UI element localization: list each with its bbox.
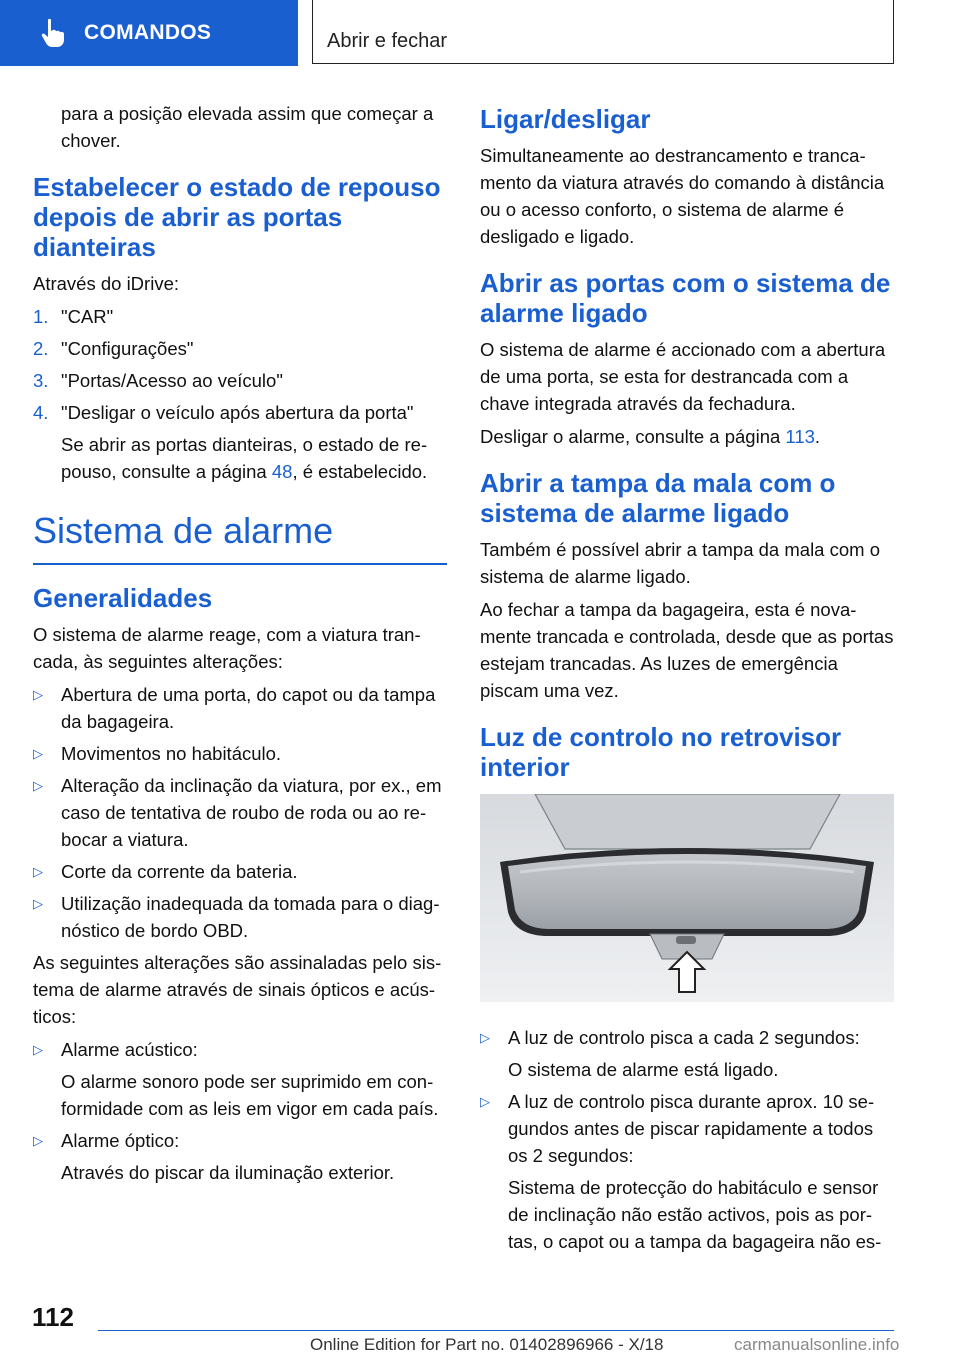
list-item: [33, 367, 447, 394]
paragraph-text: Desligar o alarme, consulte a página: [480, 426, 786, 447]
paragraph: Também é possível abrir a tampa da mala com o sistema de alarme ligado.: [480, 539, 880, 587]
page-link-48[interactable]: 48: [271, 461, 293, 482]
bullet-text: Alarme acústico:: [61, 1039, 198, 1060]
hand-pointer-icon: [40, 18, 66, 48]
triangle-right-icon: ▷: [33, 896, 43, 911]
list-item: [33, 740, 447, 767]
list-item: [33, 858, 447, 885]
section-tab: [0, 0, 298, 66]
triangle-right-icon: ▷: [33, 1133, 43, 1148]
bullet-text: Corte da corrente da bateria.: [61, 861, 298, 882]
paragraph: O sistema de alarme reage, com a viatura trancada, às seguintes alterações:: [33, 624, 421, 672]
step-number: 2.: [33, 338, 49, 359]
heading-repouso: Estabelecer o estado de repouso depois de abrir as portas dianteiras: [33, 172, 441, 262]
list-item: [33, 681, 447, 735]
triangle-right-icon: ▷: [480, 1030, 490, 1045]
watermark: carmanualsonline.info: [734, 1335, 900, 1354]
chapter-title: Abrir e fechar: [327, 30, 448, 52]
paragraph: Através do iDrive:: [33, 273, 179, 294]
bullet-text: Abertura de uma porta, do capot ou da tampa da bagageira.: [61, 684, 436, 732]
triangle-right-icon: ▷: [480, 1094, 490, 1109]
bullet-text: Alarme óptico:: [61, 1130, 180, 1151]
paragraph: [480, 423, 894, 450]
section-label: COMANDOS: [84, 21, 212, 44]
step-text: "CAR": [61, 306, 114, 327]
paragraph: Ao fechar a tampa da bagageira, esta é novamente trancada e controlada, desde que as portas estejam trancadas. As luzes de emergência piscam uma vez.: [480, 599, 894, 701]
step-number: 4.: [33, 402, 49, 423]
list-item: [33, 399, 447, 426]
triangle-right-icon: ▷: [33, 746, 43, 761]
chapter-header: [312, 0, 894, 64]
triangle-right-icon: ▷: [33, 864, 43, 879]
list-item: [33, 772, 447, 853]
paragraph: para a posição elevada assim que começar a chover.: [61, 103, 434, 151]
heading-mala: Abrir a tampa da mala com o sistema de alarme ligado: [480, 468, 836, 528]
left-column: [33, 100, 447, 1191]
list-item: [33, 1036, 447, 1063]
list-item: [480, 1024, 894, 1051]
heading-abrir-portas: Abrir as portas com o sistema de alarme ligado: [480, 268, 891, 328]
paragraph: O sistema de alarme é accionado com a abertura de uma porta, se esta for destrancada com a chave integrada através da fechadura.: [480, 339, 886, 414]
bullet-subtext: Sistema de protecção do habitáculo e sensor de inclinação não estão activos, pois as portas, o capot ou a tampa da bagageira não es-: [508, 1177, 882, 1252]
paragraph-text-end: .: [814, 426, 821, 447]
right-column: [480, 100, 894, 1260]
paragraph: As seguintes alterações são assinaladas pelo sistema de alarme através de sinais ópticos e acústicos:: [33, 952, 442, 1027]
footer-divider: [98, 1330, 894, 1331]
step-text: "Portas/Acesso ao veículo": [61, 370, 283, 391]
bullet-subtext: Através do piscar da iluminação exterior.: [61, 1162, 395, 1183]
page-number: 112: [32, 1302, 74, 1332]
bullet-text: Alteração da inclinação da viatura, por ex., em caso de tentativa de roubo de roda ou ao rebocar a viatura.: [61, 775, 442, 850]
bullet-subtext: O sistema de alarme está ligado.: [508, 1059, 779, 1080]
step-text: "Desligar o veículo após abertura da porta": [61, 402, 414, 423]
triangle-right-icon: ▷: [33, 778, 43, 793]
footer-edition: Online Edition for Part no. 01402896966 - X/18: [310, 1335, 664, 1354]
page-link-113[interactable]: 113: [785, 426, 815, 447]
triangle-right-icon: ▷: [33, 687, 43, 702]
bullet-text: Movimentos no habitáculo.: [61, 743, 282, 764]
bullet-text: Utilização inadequada da tomada para o diagnóstico de bordo OBD.: [61, 893, 440, 941]
list-item: [33, 335, 447, 362]
bullet-subtext: O alarme sonoro pode ser suprimido em conformidade com as leis em vigor em cada país.: [61, 1071, 439, 1119]
step-text: "Configurações": [61, 338, 194, 359]
section-divider: [33, 563, 447, 565]
heading-generalidades: Generalidades: [33, 583, 213, 613]
step-note: [61, 431, 447, 485]
step-number: 1.: [33, 306, 49, 327]
heading-sistema-alarme: Sistema de alarme: [33, 510, 334, 551]
bullet-text: A luz de controlo pisca a cada 2 segundos:: [508, 1027, 860, 1048]
step-note-text: Se abrir as portas dianteiras, o estado de repouso, consulte a página: [61, 434, 428, 482]
heading-ligar: Ligar/desligar: [480, 104, 651, 134]
heading-luz-controlo: Luz de controlo no retrovisor interior: [480, 722, 842, 782]
bullet-text: A luz de controlo pisca durante aprox. 10 segundos antes de piscar rapidamente a todos os 2 segundos:: [508, 1091, 875, 1166]
paragraph: Simultaneamente ao destrancamento e trancamento da viatura através do comando à distância ou o acesso conforto, o sistema de alarme é desligado e ligado.: [480, 145, 885, 247]
triangle-right-icon: ▷: [33, 1042, 43, 1057]
list-item: [480, 1088, 894, 1169]
list-item: [33, 1127, 447, 1154]
step-number: 3.: [33, 370, 49, 391]
step-note-text-end: , é estabelecido.: [292, 461, 428, 482]
list-item: [33, 303, 447, 330]
list-item: [33, 890, 447, 944]
mirror-image: [480, 794, 894, 1002]
